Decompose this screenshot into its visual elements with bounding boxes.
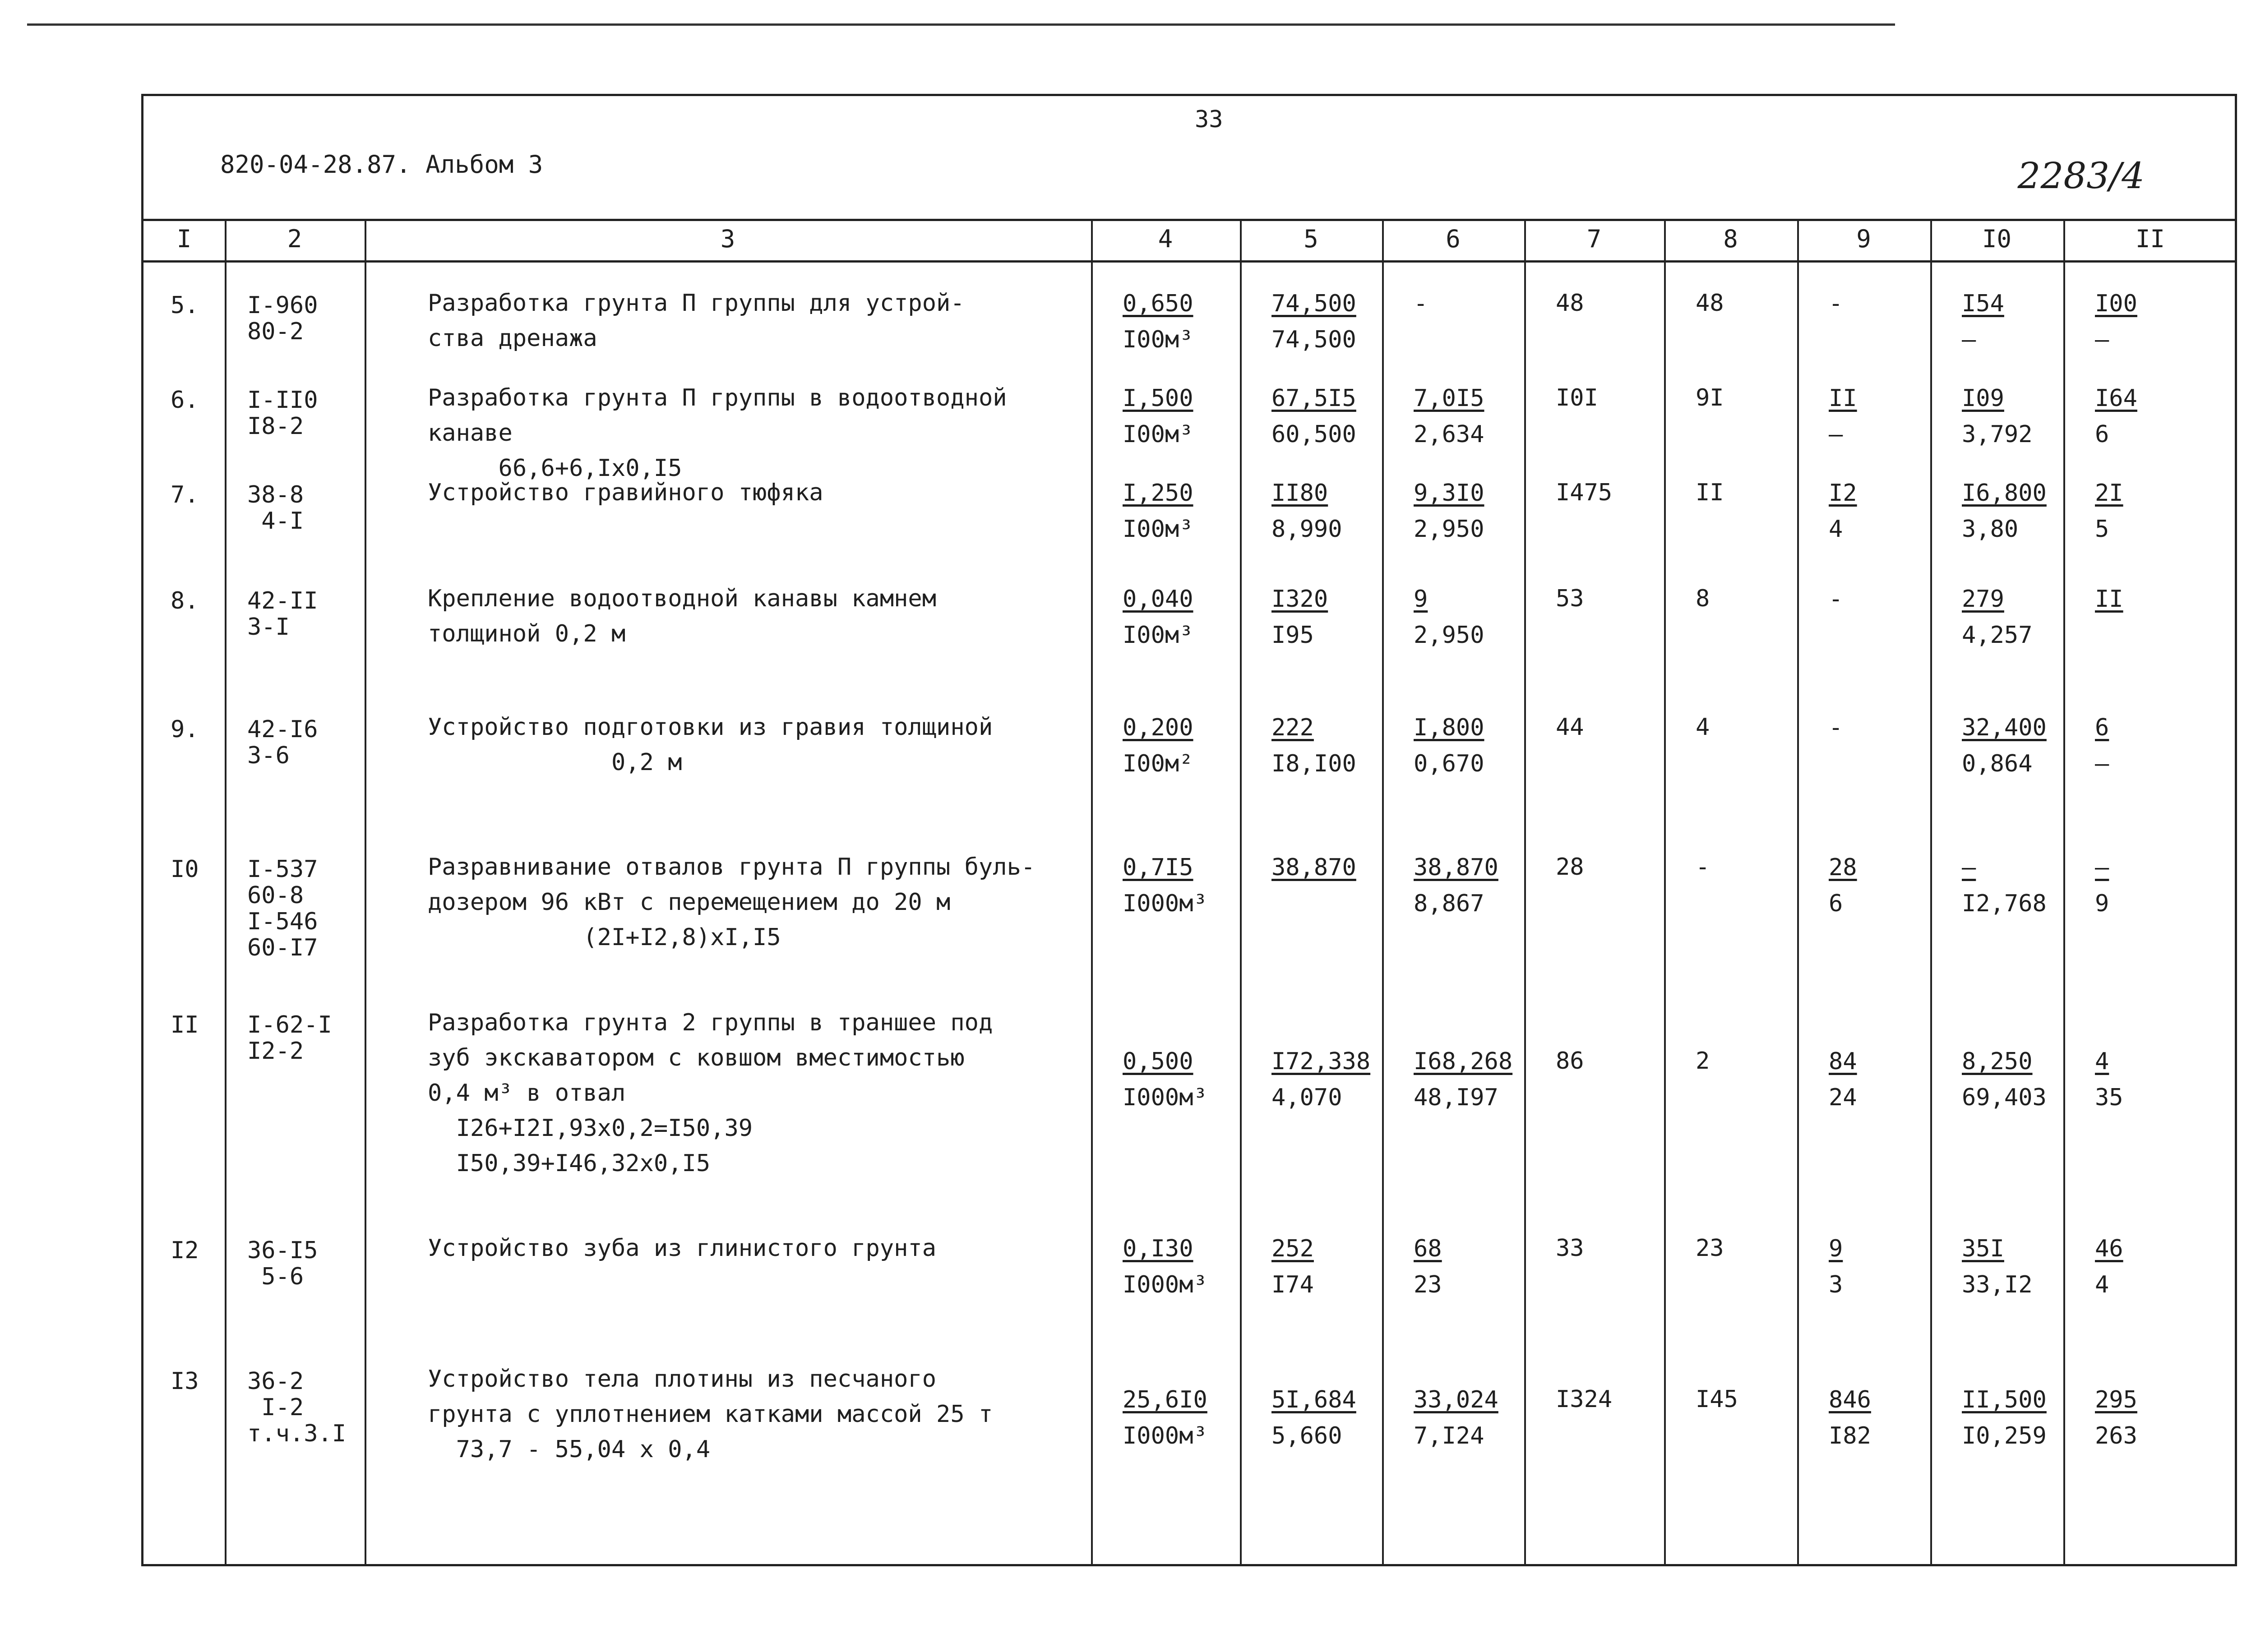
unit-quantity-denominator: I00м³ bbox=[1123, 326, 1193, 353]
labor-total-denominator: 0,864 bbox=[1962, 750, 2033, 777]
cost-wages-denominator: 0,670 bbox=[1414, 750, 1484, 777]
labor-total bbox=[1962, 710, 2047, 782]
machine-cost bbox=[1829, 849, 1857, 922]
cost-total-denominator: I74 bbox=[1271, 1271, 1314, 1298]
work-description: Разработка грунта П группы в водоотводной канаве 66,6+6,Ix0,I5 bbox=[428, 384, 1007, 482]
cost-total-numerator: 5I,684 bbox=[1271, 1386, 1356, 1413]
labor-machine bbox=[2095, 475, 2123, 547]
labor-machine bbox=[2095, 1043, 2123, 1116]
labor-hours: I324 bbox=[1556, 1386, 1613, 1413]
machine-cost bbox=[1829, 1043, 1857, 1116]
labor-total-numerator: I09 bbox=[1962, 385, 2004, 412]
machine-cost-numerator: II bbox=[1829, 385, 1857, 412]
labor-total-numerator: 279 bbox=[1962, 586, 2004, 613]
estimate-reference: I-62-I I2-2 bbox=[247, 1011, 332, 1065]
top-rule bbox=[27, 23, 1895, 26]
unit-quantity-denominator: I00м³ bbox=[1123, 421, 1193, 448]
labor-machine-denominator: — bbox=[2095, 750, 2109, 777]
labor-machine-denominator: 6 bbox=[2095, 421, 2109, 448]
machine-cost-denominator: 24 bbox=[1829, 1084, 1857, 1111]
work-description: Устройство тела плотины из песчаного грунта с уплотнением катками массой 25 т 73,7 - 55,04 x 0,4 bbox=[428, 1366, 993, 1463]
labor-machine-numerator: 4 bbox=[2095, 1048, 2109, 1075]
machine-hours: 4 bbox=[1696, 714, 1710, 741]
cost-total-numerator: II80 bbox=[1271, 480, 1328, 507]
unit-quantity-numerator: I,250 bbox=[1123, 480, 1193, 507]
machine-hours: - bbox=[1696, 854, 1710, 881]
cost-wages bbox=[1414, 1382, 1498, 1454]
machine-cost bbox=[1829, 1231, 1843, 1303]
cost-total-numerator: 222 bbox=[1271, 714, 1314, 741]
cost-total-denominator: 74,500 bbox=[1271, 326, 1356, 353]
cost-wages-numerator: 38,870 bbox=[1414, 854, 1498, 881]
unit-quantity-numerator: 0,7I5 bbox=[1123, 854, 1193, 881]
column-number: 2 bbox=[287, 225, 302, 253]
labor-total-numerator: I6,800 bbox=[1962, 480, 2047, 507]
work-description: Разработка грунта 2 группы в траншее под зуб экскаватором с ковшом вместимостью 0,4 м³ в отвал I26+I2I,93x0,2=I50,39 I50,39+I46,32x0,I5 bbox=[428, 1009, 993, 1177]
labor-total-numerator: 35I bbox=[1962, 1235, 2004, 1262]
estimate-reference: I-537 60-8 I-546 60-I7 bbox=[247, 856, 318, 961]
column-number: 8 bbox=[1723, 225, 1738, 253]
work-description: Устройство подготовки из гравия толщиной 0,2 м bbox=[428, 714, 993, 776]
unit-quantity-denominator: I000м³ bbox=[1123, 890, 1207, 917]
machine-cost bbox=[1829, 286, 1843, 322]
cost-total-numerator: 38,870 bbox=[1271, 854, 1356, 881]
cost-wages-denominator: 48,I97 bbox=[1414, 1084, 1498, 1111]
labor-machine-denominator: 5 bbox=[2095, 516, 2109, 543]
labor-machine-denominator: 263 bbox=[2095, 1422, 2137, 1449]
labor-total bbox=[1962, 1043, 2047, 1116]
row-number: 5. bbox=[171, 292, 199, 319]
machine-cost-denominator: 6 bbox=[1829, 890, 1843, 917]
column-rule bbox=[225, 219, 227, 1564]
cost-wages bbox=[1414, 1043, 1512, 1116]
cost-wages bbox=[1414, 849, 1498, 922]
cost-wages-denominator: 23 bbox=[1414, 1271, 1442, 1298]
cost-wages-denominator: 2,950 bbox=[1414, 516, 1484, 543]
cost-total-denominator: I8,I00 bbox=[1271, 750, 1356, 777]
unit-quantity bbox=[1123, 475, 1193, 547]
machine-cost-numerator: 846 bbox=[1829, 1386, 1871, 1413]
machine-hours: 23 bbox=[1696, 1235, 1724, 1262]
unit-quantity-denominator: I00м² bbox=[1123, 750, 1193, 777]
column-number-separator bbox=[143, 260, 2235, 263]
machine-hours: 8 bbox=[1696, 585, 1710, 612]
row-number: II bbox=[171, 1011, 199, 1038]
work-description: Разработка грунта П группы для устрой- ства дренажа bbox=[428, 290, 965, 352]
machine-cost-numerator: 28 bbox=[1829, 854, 1857, 881]
unit-quantity bbox=[1123, 1382, 1207, 1454]
machine-cost bbox=[1829, 710, 1843, 746]
column-number: 3 bbox=[720, 225, 735, 253]
cost-total bbox=[1271, 849, 1356, 886]
unit-quantity-denominator: I000м³ bbox=[1123, 1422, 1207, 1449]
cost-wages bbox=[1414, 710, 1484, 782]
labor-hours: 28 bbox=[1556, 854, 1584, 881]
estimate-reference: 36-2 I-2 т.ч.3.I bbox=[247, 1368, 347, 1447]
cost-wages-numerator: 68 bbox=[1414, 1235, 1442, 1262]
labor-total bbox=[1962, 475, 2047, 547]
cost-total-numerator: I320 bbox=[1271, 586, 1328, 613]
labor-machine-numerator: I00 bbox=[2095, 290, 2137, 317]
cost-wages-numerator: I,800 bbox=[1414, 714, 1484, 741]
cost-wages-denominator: 8,867 bbox=[1414, 890, 1484, 917]
machine-cost-numerator: - bbox=[1829, 714, 1843, 741]
row-number: 8. bbox=[171, 587, 199, 614]
column-number: 6 bbox=[1446, 225, 1461, 253]
sheet-code: 2283/4 bbox=[2017, 155, 2145, 197]
unit-quantity-numerator: I,500 bbox=[1123, 385, 1193, 412]
labor-total-denominator: I0,259 bbox=[1962, 1422, 2047, 1449]
machine-hours: 2 bbox=[1696, 1047, 1710, 1075]
column-rule bbox=[1382, 219, 1384, 1564]
column-number: 7 bbox=[1586, 225, 1602, 253]
page-number: 33 bbox=[1195, 106, 1223, 133]
column-number: 5 bbox=[1304, 225, 1318, 253]
machine-cost bbox=[1829, 475, 1857, 547]
labor-machine-denominator: 4 bbox=[2095, 1271, 2109, 1298]
labor-total-denominator: 33,I2 bbox=[1962, 1271, 2033, 1298]
column-number: 9 bbox=[1856, 225, 1871, 253]
cost-wages bbox=[1414, 475, 1484, 547]
cost-total bbox=[1271, 380, 1356, 452]
labor-total-numerator: II,500 bbox=[1962, 1386, 2047, 1413]
labor-hours: I0I bbox=[1556, 384, 1598, 411]
work-description: Устройство гравийного тюфяка bbox=[428, 479, 823, 506]
row-number: 6. bbox=[171, 387, 199, 414]
cost-wages bbox=[1414, 581, 1484, 653]
labor-machine bbox=[2095, 1231, 2123, 1303]
labor-machine-numerator: — bbox=[2095, 854, 2109, 881]
unit-quantity-denominator: I00м³ bbox=[1123, 516, 1193, 543]
cost-total bbox=[1271, 1231, 1314, 1303]
row-number: I3 bbox=[171, 1368, 199, 1395]
labor-total bbox=[1962, 581, 2033, 653]
labor-machine-numerator: 2I bbox=[2095, 480, 2123, 507]
cost-wages bbox=[1414, 1231, 1442, 1303]
unit-quantity-numerator: 0,I30 bbox=[1123, 1235, 1193, 1262]
work-description: Крепление водоотводной канавы камнем толщиной 0,2 м bbox=[428, 585, 937, 647]
column-number: II bbox=[2135, 225, 2165, 253]
column-rule bbox=[1797, 219, 1799, 1564]
column-rule bbox=[1930, 219, 1932, 1564]
cost-total-denominator: 5,660 bbox=[1271, 1422, 1342, 1449]
cost-total-numerator: 74,500 bbox=[1271, 290, 1356, 317]
labor-machine bbox=[2095, 581, 2123, 617]
unit-quantity-numerator: 0,040 bbox=[1123, 586, 1193, 613]
column-rule bbox=[2063, 219, 2065, 1564]
cost-total-denominator: I95 bbox=[1271, 622, 1314, 649]
labor-hours: 33 bbox=[1556, 1235, 1584, 1262]
labor-total-denominator: 3,80 bbox=[1962, 516, 2019, 543]
labor-machine bbox=[2095, 849, 2109, 922]
cost-total bbox=[1271, 710, 1356, 782]
cost-total bbox=[1271, 581, 1328, 653]
labor-total-numerator: 32,400 bbox=[1962, 714, 2047, 741]
estimate-reference: 42-I6 3-6 bbox=[247, 716, 318, 769]
cost-wages-denominator: 2,634 bbox=[1414, 421, 1484, 448]
column-number: 4 bbox=[1158, 225, 1173, 253]
labor-machine-denominator: — bbox=[2095, 326, 2109, 353]
labor-hours: 86 bbox=[1556, 1047, 1584, 1075]
labor-machine bbox=[2095, 286, 2137, 358]
machine-cost bbox=[1829, 581, 1843, 617]
unit-quantity bbox=[1123, 581, 1193, 653]
column-rule bbox=[1524, 219, 1526, 1564]
labor-hours: I475 bbox=[1556, 479, 1613, 506]
column-rule bbox=[365, 219, 366, 1564]
labor-total-numerator: I54 bbox=[1962, 290, 2004, 317]
cost-total-denominator: 8,990 bbox=[1271, 516, 1342, 543]
labor-total bbox=[1962, 380, 2033, 452]
column-rule bbox=[1240, 219, 1242, 1564]
column-rule bbox=[1664, 219, 1666, 1564]
unit-quantity-denominator: I00м³ bbox=[1123, 622, 1193, 649]
cost-total-numerator: I72,338 bbox=[1271, 1048, 1371, 1075]
unit-quantity-denominator: I000м³ bbox=[1123, 1271, 1207, 1298]
unit-quantity bbox=[1123, 1231, 1207, 1303]
cost-wages-denominator: 7,I24 bbox=[1414, 1422, 1484, 1449]
machine-cost-denominator: — bbox=[1829, 421, 1843, 448]
work-description: Разравнивание отвалов грунта П группы буль- дозером 96 кВт с перемещением до 20 м (2I+I2,8)xI,I5 bbox=[428, 854, 1036, 951]
machine-cost-denominator: 4 bbox=[1829, 516, 1843, 543]
row-number: 7. bbox=[171, 481, 199, 508]
machine-hours: II bbox=[1696, 479, 1724, 506]
machine-cost-denominator: 3 bbox=[1829, 1271, 1843, 1298]
estimate-reference: 42-II 3-I bbox=[247, 587, 318, 641]
labor-machine bbox=[2095, 380, 2137, 452]
labor-machine-denominator: 35 bbox=[2095, 1084, 2123, 1111]
labor-total-denominator: — bbox=[1962, 326, 1976, 353]
machine-cost-numerator: - bbox=[1829, 586, 1843, 613]
estimate-reference: I-960 80-2 bbox=[247, 292, 318, 345]
unit-quantity bbox=[1123, 1043, 1207, 1116]
labor-hours: 44 bbox=[1556, 714, 1584, 741]
labor-total bbox=[1962, 1231, 2033, 1303]
machine-hours: 9I bbox=[1696, 384, 1724, 411]
column-number: I bbox=[176, 225, 192, 253]
machine-cost-numerator: - bbox=[1829, 290, 1843, 317]
cost-total bbox=[1271, 1043, 1370, 1116]
labor-total-denominator: 69,403 bbox=[1962, 1084, 2047, 1111]
cost-total-denominator: 60,500 bbox=[1271, 421, 1356, 448]
table-frame bbox=[141, 94, 2237, 1566]
unit-quantity-numerator: 25,6I0 bbox=[1123, 1386, 1207, 1413]
estimate-reference: I-II0 I8-2 bbox=[247, 387, 318, 440]
unit-quantity bbox=[1123, 849, 1207, 922]
unit-quantity-denominator: I000м³ bbox=[1123, 1084, 1207, 1111]
labor-total bbox=[1962, 849, 2047, 922]
cost-total bbox=[1271, 475, 1342, 547]
machine-cost-numerator: I2 bbox=[1829, 480, 1857, 507]
estimate-reference: 38-8 4-I bbox=[247, 481, 304, 535]
cost-wages-numerator: 9 bbox=[1414, 586, 1428, 613]
cost-wages bbox=[1414, 286, 1428, 322]
unit-quantity bbox=[1123, 710, 1193, 782]
labor-total-denominator: 3,792 bbox=[1962, 421, 2033, 448]
labor-total bbox=[1962, 286, 2004, 358]
estimate-reference: 36-I5 5-6 bbox=[247, 1237, 318, 1290]
unit-quantity-numerator: 0,500 bbox=[1123, 1048, 1193, 1075]
labor-total-denominator: 4,257 bbox=[1962, 622, 2033, 649]
labor-machine-numerator: II bbox=[2095, 586, 2123, 613]
machine-cost bbox=[1829, 1382, 1871, 1454]
labor-machine bbox=[2095, 710, 2109, 782]
cost-wages-numerator: 7,0I5 bbox=[1414, 385, 1484, 412]
row-number: I2 bbox=[171, 1237, 199, 1264]
labor-total-numerator: 8,250 bbox=[1962, 1048, 2033, 1075]
work-description: Устройство зуба из глинистого грунта bbox=[428, 1235, 937, 1262]
cost-total bbox=[1271, 1382, 1356, 1454]
machine-cost-numerator: 84 bbox=[1829, 1048, 1857, 1075]
document-code: 820-04-28.87. Альбом 3 bbox=[220, 150, 543, 179]
cost-wages bbox=[1414, 380, 1484, 452]
cost-total bbox=[1271, 286, 1356, 358]
labor-machine bbox=[2095, 1382, 2137, 1454]
column-number: I0 bbox=[1982, 225, 2012, 253]
column-rule bbox=[1091, 219, 1093, 1564]
labor-machine-numerator: 46 bbox=[2095, 1235, 2123, 1262]
machine-hours: 48 bbox=[1696, 290, 1724, 317]
machine-cost-denominator: I82 bbox=[1829, 1422, 1871, 1449]
cost-total-denominator: 4,070 bbox=[1271, 1084, 1342, 1111]
cost-wages-numerator: 33,024 bbox=[1414, 1386, 1498, 1413]
cost-wages-denominator: 2,950 bbox=[1414, 622, 1484, 649]
header-separator bbox=[143, 219, 2235, 221]
cost-wages-numerator: - bbox=[1414, 290, 1428, 317]
labor-machine-denominator: 9 bbox=[2095, 890, 2109, 917]
cost-total-numerator: 252 bbox=[1271, 1235, 1314, 1262]
cost-wages-numerator: I68,268 bbox=[1414, 1048, 1513, 1075]
unit-quantity-numerator: 0,650 bbox=[1123, 290, 1193, 317]
labor-total-denominator: I2,768 bbox=[1962, 890, 2047, 917]
labor-machine-numerator: 6 bbox=[2095, 714, 2109, 741]
unit-quantity-numerator: 0,200 bbox=[1123, 714, 1193, 741]
labor-hours: 48 bbox=[1556, 290, 1584, 317]
labor-hours: 53 bbox=[1556, 585, 1584, 612]
labor-total-numerator: — bbox=[1962, 854, 1976, 881]
labor-machine-numerator: 295 bbox=[2095, 1386, 2137, 1413]
unit-quantity bbox=[1123, 286, 1193, 358]
machine-cost bbox=[1829, 380, 1857, 452]
row-number: I0 bbox=[171, 856, 199, 883]
labor-total bbox=[1962, 1382, 2047, 1454]
machine-cost-numerator: 9 bbox=[1829, 1235, 1843, 1262]
cost-total-numerator: 67,5I5 bbox=[1271, 385, 1356, 412]
cost-wages-numerator: 9,3I0 bbox=[1414, 480, 1484, 507]
unit-quantity bbox=[1123, 380, 1193, 452]
labor-machine-numerator: I64 bbox=[2095, 385, 2137, 412]
machine-hours: I45 bbox=[1696, 1386, 1738, 1413]
row-number: 9. bbox=[171, 716, 199, 743]
